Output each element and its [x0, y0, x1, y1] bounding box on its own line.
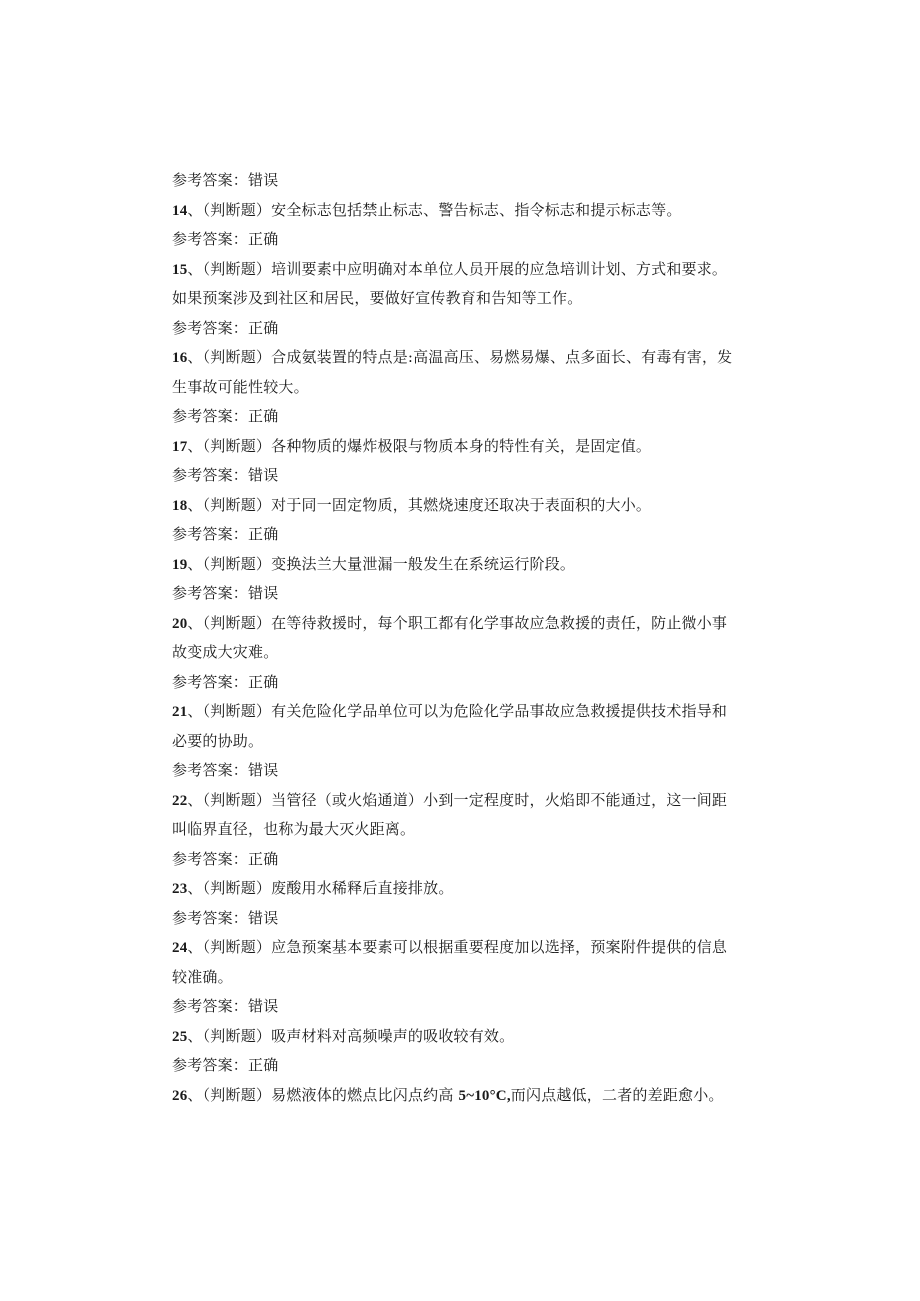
question-separator: 、 — [187, 938, 203, 956]
question-text: 变换法兰大量泄漏一般发生在系统运行阶段。 — [271, 554, 576, 573]
question-continuation-line — [172, 284, 752, 314]
answer-value: 错误 — [248, 171, 279, 189]
question-line — [172, 255, 752, 285]
question-separator: 、 — [187, 790, 203, 809]
answer-value: 正确 — [248, 525, 279, 543]
question-text: 各种物质的爆炸极限与物质本身的特性有关，是固定值。 — [271, 436, 652, 455]
answer-label: 参考答案： — [172, 849, 249, 868]
question-text: 当管径（或火焰通道）小到一定程度时，火焰即不能通过，这一间距 — [271, 790, 728, 809]
answer-value: 错误 — [248, 997, 279, 1015]
question-type: （判断题） — [202, 436, 272, 455]
question-separator: 、 — [187, 613, 203, 632]
question-text: 有关危险化学品单位可以为危险化学品事故应急救援提供技术指导和 — [271, 702, 728, 720]
question-type: （判断题） — [202, 495, 272, 514]
answer-label: 参考答案： — [172, 997, 249, 1015]
question-type: （判断题） — [202, 348, 272, 366]
question-line — [172, 609, 752, 639]
answer-value: 错误 — [248, 761, 279, 779]
question-text: 较准确。 — [172, 967, 233, 986]
answer-line — [172, 579, 752, 609]
question-text: 故变成大灾难。 — [172, 643, 279, 661]
question-separator: 、 — [187, 436, 203, 455]
question-type: （判断题） — [202, 879, 272, 897]
question-number: 18 — [172, 497, 188, 514]
question-line — [172, 432, 752, 462]
answer-label: 参考答案： — [172, 761, 249, 779]
answer-line — [172, 520, 752, 550]
question-number: 19 — [172, 556, 188, 573]
question-separator: 、 — [187, 554, 203, 573]
answer-line — [172, 402, 752, 432]
question-text: 应急预案基本要素可以根据重要程度加以选择，预案附件提供的信息 — [271, 938, 728, 956]
question-number: 22 — [172, 792, 188, 809]
answer-value: 正确 — [248, 672, 279, 691]
question-continuation-line — [172, 373, 752, 403]
question-text: 易燃液体的燃点比闪点约高 — [271, 1085, 459, 1104]
answer-line — [172, 1051, 752, 1081]
answer-value: 正确 — [248, 318, 279, 337]
question-separator: 、 — [187, 348, 203, 366]
question-line — [172, 1022, 752, 1052]
question-separator: 、 — [187, 1085, 203, 1104]
question-text: 如果预案涉及到社区和居民，要做好宣传教育和告知等工作。 — [172, 289, 583, 307]
question-text: 生事故可能性较大。 — [172, 377, 309, 396]
question-separator: 、 — [187, 1026, 203, 1045]
question-number: 26 — [172, 1087, 188, 1104]
question-continuation-line — [172, 727, 752, 757]
question-number: 21 — [172, 704, 188, 720]
answer-line — [172, 225, 752, 255]
answer-label: 参考答案： — [172, 466, 249, 484]
question-type: （判断题） — [202, 259, 272, 278]
answer-label: 参考答案： — [172, 584, 249, 602]
document-page — [172, 166, 752, 1110]
question-text: 合成氨装置的特点是:高温高压、易燃易爆、点多面长、有毒有害，发 — [271, 348, 733, 366]
question-continuation-line — [172, 638, 752, 668]
question-separator: 、 — [187, 259, 203, 278]
answer-label: 参考答案： — [172, 908, 249, 927]
question-line — [172, 491, 752, 521]
question-text: 必要的协助。 — [172, 731, 264, 750]
question-type: （判断题） — [202, 613, 272, 632]
answer-label: 参考答案： — [172, 171, 249, 189]
question-text: 叫临界直径，也称为最大灭火距离。 — [172, 820, 416, 838]
question-text-tail: 而闪点越低，二者的差距愈小。 — [510, 1085, 724, 1104]
answer-value: 正确 — [248, 407, 279, 425]
question-text: 废酸用水稀释后直接排放。 — [271, 879, 454, 897]
question-type: （判断题） — [202, 790, 272, 809]
question-type: （判断题） — [202, 1026, 272, 1045]
question-number: 15 — [172, 261, 188, 278]
question-separator: 、 — [187, 879, 203, 897]
answer-line — [172, 314, 752, 344]
answer-line — [172, 904, 752, 934]
answer-label: 参考答案： — [172, 1056, 249, 1074]
answer-line — [172, 992, 752, 1022]
question-separator: 、 — [187, 495, 203, 514]
question-type: （判断题） — [202, 200, 272, 219]
question-type: （判断题） — [202, 1085, 272, 1104]
question-separator: 、 — [187, 702, 203, 720]
question-number: 17 — [172, 438, 188, 455]
answer-label: 参考答案： — [172, 407, 249, 425]
question-line — [172, 550, 752, 580]
answer-value: 错误 — [248, 908, 279, 927]
answer-value: 错误 — [248, 466, 279, 484]
question-separator: 、 — [187, 200, 203, 219]
answer-line — [172, 756, 752, 786]
question-type: （判断题） — [202, 702, 272, 720]
answer-line — [172, 166, 752, 196]
answer-line — [172, 668, 752, 698]
question-line — [172, 786, 752, 816]
question-type: （判断题） — [202, 938, 272, 956]
answer-value: 正确 — [248, 230, 279, 248]
answer-value: 正确 — [248, 1056, 279, 1074]
question-text: 安全标志包括禁止标志、警告标志、指令标志和提示标志等。 — [271, 200, 682, 219]
answer-line — [172, 845, 752, 875]
question-continuation-line — [172, 963, 752, 993]
answer-value: 错误 — [248, 584, 279, 602]
question-type: （判断题） — [202, 554, 272, 573]
question-text-bold: 5~10°C, — [458, 1087, 511, 1104]
question-line — [172, 196, 752, 226]
question-text: 吸声材料对高频噪声的吸收较有效。 — [271, 1026, 515, 1045]
question-number: 14 — [172, 202, 188, 219]
answer-value: 正确 — [248, 849, 279, 868]
answer-label: 参考答案： — [172, 525, 249, 543]
question-text: 在等待救援时，每个职工都有化学事故应急救援的责任，防止微小事 — [271, 613, 728, 632]
answer-line — [172, 461, 752, 491]
question-text: 培训要素中应明确对本单位人员开展的应急培训计划、方式和要求。 — [271, 259, 728, 278]
question-number: 23 — [172, 881, 188, 897]
question-line — [172, 933, 752, 963]
question-text: 对于同一固定物质，其燃烧速度还取决于表面积的大小。 — [271, 495, 652, 514]
question-continuation-line — [172, 815, 752, 845]
answer-label: 参考答案： — [172, 230, 249, 248]
question-line — [172, 343, 752, 373]
question-number: 16 — [172, 350, 188, 366]
question-line — [172, 874, 752, 904]
question-line — [172, 1081, 752, 1111]
answer-label: 参考答案： — [172, 672, 249, 691]
question-number: 24 — [172, 940, 188, 956]
question-number: 25 — [172, 1028, 188, 1045]
answer-label: 参考答案： — [172, 318, 249, 337]
question-number: 20 — [172, 615, 188, 632]
question-line — [172, 697, 752, 727]
